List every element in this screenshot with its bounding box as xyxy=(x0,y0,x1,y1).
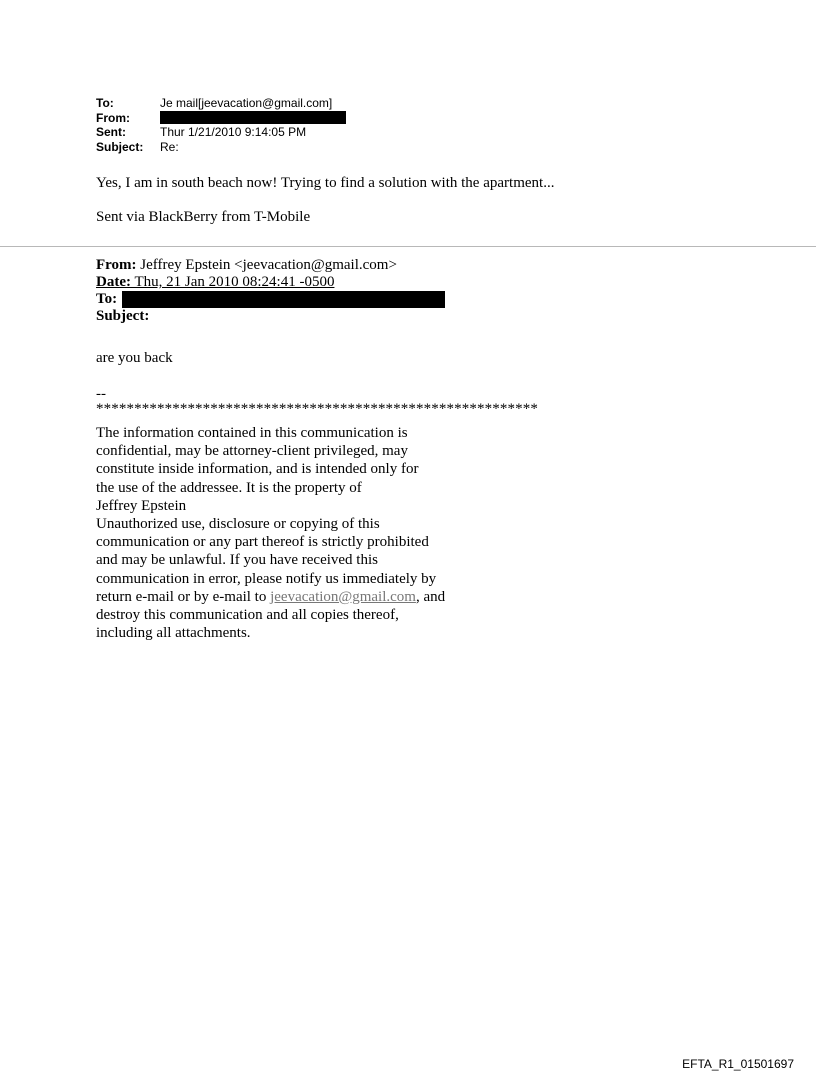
quoted-subject-row xyxy=(96,308,445,325)
to-row xyxy=(96,96,346,111)
redaction-bar xyxy=(122,291,445,308)
disclaimer-line: communication or any part thereof is strictly prohibited xyxy=(96,534,429,551)
quoted-from-label: From: xyxy=(96,257,137,273)
redaction-bar xyxy=(160,111,346,124)
disclaimer-text: return e-mail or by e-mail to xyxy=(96,588,271,605)
quoted-header xyxy=(96,257,445,325)
subject-row xyxy=(96,140,346,155)
confidentiality-disclaimer xyxy=(96,424,445,642)
quoted-date-row xyxy=(96,274,445,291)
disclaimer-line: the use of the addressee. It is the property of xyxy=(96,479,362,496)
to-label: To: xyxy=(96,96,114,111)
email-header-top xyxy=(96,96,346,154)
subject-label: Subject: xyxy=(96,139,144,154)
quoted-to-row xyxy=(96,291,445,308)
disclaimer-line: Jeffrey Epstein xyxy=(96,497,187,514)
disclaimer-line: including all attachments. xyxy=(96,625,251,642)
disclaimer-line: confidential, may be attorney-client privileged, may xyxy=(96,443,408,460)
quoted-from-row xyxy=(96,257,445,274)
quoted-subject-label: Subject: xyxy=(96,308,150,324)
quoted-from-value: Jeffrey Epstein <jeevacation@gmail.com> xyxy=(136,257,397,273)
disclaimer-line xyxy=(96,588,445,606)
divider xyxy=(0,246,816,247)
signature-text: Sent via BlackBerry from T-Mobile xyxy=(96,209,311,225)
quoted-to-label: To: xyxy=(96,291,118,307)
disclaimer-line: destroy this communication and all copies thereof, xyxy=(96,607,399,624)
quoted-date-value: Thu, 21 Jan 2010 08:24:41 -0500 xyxy=(130,274,335,290)
disclaimer-line: communication in error, please notify us immediately by xyxy=(96,570,437,587)
sent-value: Thur 1/21/2010 9:14:05 PM xyxy=(160,125,307,140)
quoted-message-text: are you back xyxy=(96,350,173,366)
disclaimer-line: constitute inside information, and is intended only for xyxy=(96,461,419,478)
message-text: Yes, I am in south beach now! Trying to find a solution with the apartment... xyxy=(96,175,555,191)
to-value: Je mail[jeevacation@gmail.com] xyxy=(160,96,333,111)
disclaimer-line: The information contained in this communication is xyxy=(96,425,408,441)
from-row xyxy=(96,111,346,126)
disclaimer-line: Unauthorized use, disclosure or copying of this xyxy=(96,516,380,533)
disclaimer-text: , and xyxy=(415,588,446,605)
sent-label: Sent: xyxy=(96,125,126,140)
document-id: EFTA_R1_01501697 xyxy=(682,1057,794,1071)
asterisk-separator: ********************************************************** xyxy=(96,401,538,417)
subject-value: Re: xyxy=(160,139,179,154)
quoted-date-label: Date: xyxy=(96,274,131,290)
sent-row xyxy=(96,125,346,140)
email-link[interactable]: jeevacation@gmail.com xyxy=(270,588,416,605)
signature-separator: -- xyxy=(96,386,106,402)
disclaimer-line: and may be unlawful. If you have received this xyxy=(96,552,378,569)
from-label: From: xyxy=(96,110,130,125)
